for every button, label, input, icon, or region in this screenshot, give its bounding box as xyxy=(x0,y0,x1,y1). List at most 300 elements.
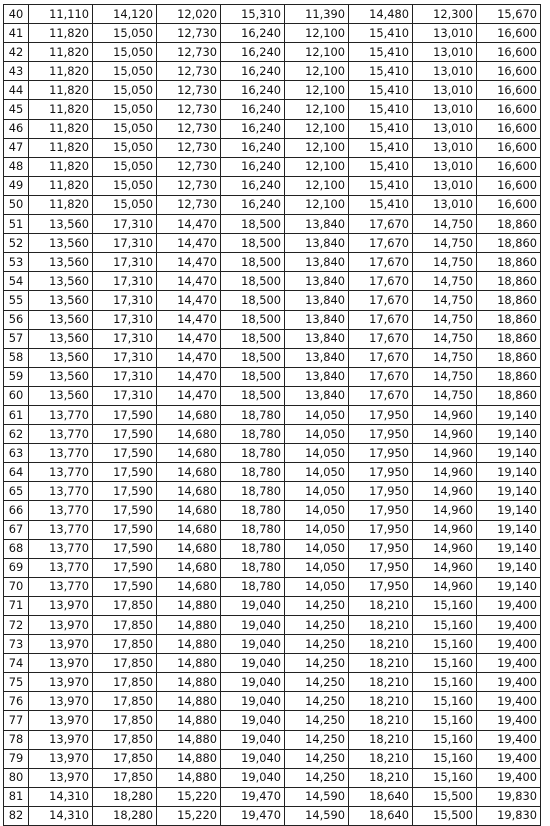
value-cell: 15,500 xyxy=(413,806,477,825)
value-cell: 17,670 xyxy=(349,329,413,348)
value-cell: 13,010 xyxy=(413,43,477,62)
value-cell: 14,680 xyxy=(157,577,221,596)
value-cell: 19,140 xyxy=(477,482,541,501)
value-cell: 15,410 xyxy=(349,195,413,214)
table-row xyxy=(4,215,541,234)
value-cell: 15,410 xyxy=(349,119,413,138)
value-cell: 14,750 xyxy=(413,329,477,348)
value-cell: 13,840 xyxy=(285,291,349,310)
value-cell: 17,670 xyxy=(349,234,413,253)
row-age-cell: 65 xyxy=(4,482,29,501)
value-cell: 18,500 xyxy=(221,253,285,272)
value-cell: 11,820 xyxy=(29,43,93,62)
value-cell: 17,950 xyxy=(349,539,413,558)
value-cell: 12,300 xyxy=(413,5,477,24)
value-cell: 16,600 xyxy=(477,157,541,176)
value-cell: 19,400 xyxy=(477,768,541,787)
value-cell: 19,400 xyxy=(477,692,541,711)
table-row xyxy=(4,749,541,768)
value-cell: 17,310 xyxy=(93,367,157,386)
table-row xyxy=(4,768,541,787)
table-row xyxy=(4,100,541,119)
row-age-cell: 55 xyxy=(4,291,29,310)
value-cell: 13,010 xyxy=(413,62,477,81)
value-cell: 16,240 xyxy=(221,100,285,119)
table-row xyxy=(4,253,541,272)
value-cell: 14,470 xyxy=(157,234,221,253)
value-cell: 14,250 xyxy=(285,616,349,635)
value-cell: 19,400 xyxy=(477,711,541,730)
value-cell: 13,560 xyxy=(29,253,93,272)
value-cell: 18,780 xyxy=(221,463,285,482)
value-cell: 19,140 xyxy=(477,520,541,539)
table-body xyxy=(4,5,541,826)
value-cell: 12,730 xyxy=(157,100,221,119)
value-cell: 17,310 xyxy=(93,272,157,291)
value-cell: 19,400 xyxy=(477,673,541,692)
value-cell: 18,780 xyxy=(221,405,285,424)
value-cell: 18,280 xyxy=(93,787,157,806)
value-cell: 19,400 xyxy=(477,616,541,635)
row-age-cell: 54 xyxy=(4,272,29,291)
value-cell: 14,880 xyxy=(157,730,221,749)
value-cell: 16,600 xyxy=(477,176,541,195)
value-cell: 13,560 xyxy=(29,386,93,405)
value-cell: 17,670 xyxy=(349,253,413,272)
value-cell: 13,970 xyxy=(29,692,93,711)
value-cell: 18,500 xyxy=(221,234,285,253)
value-cell: 13,010 xyxy=(413,24,477,43)
value-cell: 14,880 xyxy=(157,711,221,730)
value-cell: 14,250 xyxy=(285,730,349,749)
row-age-cell: 60 xyxy=(4,386,29,405)
value-cell: 15,410 xyxy=(349,43,413,62)
row-age-cell: 58 xyxy=(4,348,29,367)
value-cell: 13,970 xyxy=(29,635,93,654)
value-cell: 18,860 xyxy=(477,272,541,291)
row-age-cell: 69 xyxy=(4,558,29,577)
value-cell: 13,840 xyxy=(285,367,349,386)
value-cell: 17,310 xyxy=(93,348,157,367)
value-cell: 17,950 xyxy=(349,520,413,539)
value-cell: 15,050 xyxy=(93,176,157,195)
value-cell: 14,250 xyxy=(285,654,349,673)
value-cell: 18,780 xyxy=(221,501,285,520)
value-cell: 14,050 xyxy=(285,425,349,444)
value-cell: 19,830 xyxy=(477,787,541,806)
table-row xyxy=(4,24,541,43)
row-age-cell: 67 xyxy=(4,520,29,539)
value-cell: 17,950 xyxy=(349,444,413,463)
value-cell: 18,210 xyxy=(349,730,413,749)
row-age-cell: 59 xyxy=(4,367,29,386)
value-cell: 13,840 xyxy=(285,348,349,367)
value-cell: 17,590 xyxy=(93,482,157,501)
row-age-cell: 50 xyxy=(4,195,29,214)
value-cell: 15,050 xyxy=(93,138,157,157)
value-cell: 14,250 xyxy=(285,673,349,692)
row-age-cell: 76 xyxy=(4,692,29,711)
value-cell: 14,050 xyxy=(285,444,349,463)
value-cell: 18,210 xyxy=(349,616,413,635)
value-cell: 14,480 xyxy=(349,5,413,24)
value-cell: 18,210 xyxy=(349,749,413,768)
value-cell: 19,040 xyxy=(221,673,285,692)
value-cell: 13,840 xyxy=(285,215,349,234)
value-cell: 14,750 xyxy=(413,348,477,367)
table-row xyxy=(4,596,541,615)
value-cell: 14,750 xyxy=(413,386,477,405)
value-cell: 17,670 xyxy=(349,291,413,310)
table-row xyxy=(4,329,541,348)
value-cell: 15,410 xyxy=(349,176,413,195)
value-cell: 18,500 xyxy=(221,386,285,405)
value-cell: 13,560 xyxy=(29,234,93,253)
value-cell: 14,680 xyxy=(157,482,221,501)
table-row xyxy=(4,176,541,195)
row-age-cell: 46 xyxy=(4,119,29,138)
value-cell: 18,860 xyxy=(477,234,541,253)
row-age-cell: 78 xyxy=(4,730,29,749)
value-cell: 19,140 xyxy=(477,558,541,577)
value-cell: 13,560 xyxy=(29,367,93,386)
row-age-cell: 66 xyxy=(4,501,29,520)
table-row xyxy=(4,425,541,444)
premium-table xyxy=(3,4,541,826)
value-cell: 15,160 xyxy=(413,768,477,787)
value-cell: 16,600 xyxy=(477,81,541,100)
table-row xyxy=(4,444,541,463)
value-cell: 17,590 xyxy=(93,577,157,596)
row-age-cell: 42 xyxy=(4,43,29,62)
value-cell: 13,560 xyxy=(29,272,93,291)
value-cell: 17,590 xyxy=(93,463,157,482)
value-cell: 11,110 xyxy=(29,5,93,24)
value-cell: 12,100 xyxy=(285,62,349,81)
value-cell: 13,770 xyxy=(29,501,93,520)
value-cell: 17,850 xyxy=(93,635,157,654)
value-cell: 13,010 xyxy=(413,119,477,138)
value-cell: 12,730 xyxy=(157,195,221,214)
value-cell: 14,470 xyxy=(157,348,221,367)
value-cell: 19,040 xyxy=(221,730,285,749)
value-cell: 13,970 xyxy=(29,768,93,787)
value-cell: 13,970 xyxy=(29,711,93,730)
value-cell: 16,600 xyxy=(477,195,541,214)
value-cell: 18,860 xyxy=(477,291,541,310)
value-cell: 16,600 xyxy=(477,62,541,81)
value-cell: 17,850 xyxy=(93,654,157,673)
value-cell: 12,730 xyxy=(157,43,221,62)
value-cell: 18,780 xyxy=(221,482,285,501)
value-cell: 17,950 xyxy=(349,501,413,520)
value-cell: 17,590 xyxy=(93,425,157,444)
value-cell: 15,050 xyxy=(93,157,157,176)
table-row xyxy=(4,405,541,424)
value-cell: 11,820 xyxy=(29,100,93,119)
value-cell: 12,100 xyxy=(285,195,349,214)
value-cell: 19,040 xyxy=(221,692,285,711)
value-cell: 18,640 xyxy=(349,787,413,806)
value-cell: 17,950 xyxy=(349,558,413,577)
value-cell: 16,240 xyxy=(221,119,285,138)
value-cell: 15,160 xyxy=(413,616,477,635)
value-cell: 17,670 xyxy=(349,367,413,386)
value-cell: 14,750 xyxy=(413,272,477,291)
value-cell: 17,850 xyxy=(93,711,157,730)
value-cell: 13,970 xyxy=(29,616,93,635)
value-cell: 13,840 xyxy=(285,329,349,348)
table-row xyxy=(4,654,541,673)
table-row xyxy=(4,81,541,100)
value-cell: 16,240 xyxy=(221,62,285,81)
value-cell: 15,160 xyxy=(413,673,477,692)
table-row xyxy=(4,730,541,749)
value-cell: 19,140 xyxy=(477,463,541,482)
table-row xyxy=(4,463,541,482)
value-cell: 14,250 xyxy=(285,768,349,787)
value-cell: 18,780 xyxy=(221,539,285,558)
value-cell: 12,730 xyxy=(157,119,221,138)
value-cell: 14,750 xyxy=(413,310,477,329)
value-cell: 19,040 xyxy=(221,654,285,673)
row-age-cell: 40 xyxy=(4,5,29,24)
value-cell: 17,590 xyxy=(93,558,157,577)
value-cell: 13,970 xyxy=(29,654,93,673)
value-cell: 19,040 xyxy=(221,711,285,730)
row-age-cell: 51 xyxy=(4,215,29,234)
value-cell: 17,950 xyxy=(349,405,413,424)
value-cell: 14,250 xyxy=(285,635,349,654)
table-row xyxy=(4,558,541,577)
value-cell: 12,100 xyxy=(285,100,349,119)
value-cell: 17,850 xyxy=(93,768,157,787)
value-cell: 12,020 xyxy=(157,5,221,24)
value-cell: 13,770 xyxy=(29,558,93,577)
value-cell: 15,500 xyxy=(413,787,477,806)
value-cell: 14,680 xyxy=(157,444,221,463)
value-cell: 14,470 xyxy=(157,215,221,234)
value-cell: 13,010 xyxy=(413,195,477,214)
value-cell: 13,840 xyxy=(285,386,349,405)
value-cell: 13,010 xyxy=(413,138,477,157)
value-cell: 13,560 xyxy=(29,329,93,348)
row-age-cell: 75 xyxy=(4,673,29,692)
value-cell: 18,210 xyxy=(349,692,413,711)
value-cell: 17,670 xyxy=(349,386,413,405)
value-cell: 19,040 xyxy=(221,768,285,787)
value-cell: 15,160 xyxy=(413,654,477,673)
value-cell: 18,210 xyxy=(349,673,413,692)
value-cell: 14,310 xyxy=(29,787,93,806)
value-cell: 15,410 xyxy=(349,138,413,157)
value-cell: 15,310 xyxy=(221,5,285,24)
row-age-cell: 74 xyxy=(4,654,29,673)
value-cell: 14,590 xyxy=(285,806,349,825)
value-cell: 14,680 xyxy=(157,501,221,520)
value-cell: 16,600 xyxy=(477,100,541,119)
value-cell: 18,210 xyxy=(349,768,413,787)
row-age-cell: 44 xyxy=(4,81,29,100)
value-cell: 14,250 xyxy=(285,692,349,711)
table-row xyxy=(4,43,541,62)
value-cell: 19,400 xyxy=(477,749,541,768)
table-row xyxy=(4,577,541,596)
row-age-cell: 71 xyxy=(4,596,29,615)
value-cell: 14,880 xyxy=(157,768,221,787)
value-cell: 14,680 xyxy=(157,520,221,539)
table-row xyxy=(4,119,541,138)
value-cell: 17,850 xyxy=(93,673,157,692)
value-cell: 14,590 xyxy=(285,787,349,806)
value-cell: 19,140 xyxy=(477,501,541,520)
value-cell: 15,160 xyxy=(413,711,477,730)
value-cell: 13,970 xyxy=(29,673,93,692)
value-cell: 14,310 xyxy=(29,806,93,825)
value-cell: 14,750 xyxy=(413,234,477,253)
value-cell: 17,670 xyxy=(349,348,413,367)
value-cell: 14,880 xyxy=(157,692,221,711)
value-cell: 19,140 xyxy=(477,405,541,424)
value-cell: 14,880 xyxy=(157,616,221,635)
value-cell: 14,680 xyxy=(157,405,221,424)
value-cell: 19,040 xyxy=(221,616,285,635)
row-age-cell: 41 xyxy=(4,24,29,43)
value-cell: 14,960 xyxy=(413,539,477,558)
value-cell: 13,770 xyxy=(29,463,93,482)
value-cell: 14,050 xyxy=(285,463,349,482)
value-cell: 13,560 xyxy=(29,310,93,329)
value-cell: 15,050 xyxy=(93,119,157,138)
row-age-cell: 61 xyxy=(4,405,29,424)
value-cell: 14,680 xyxy=(157,539,221,558)
value-cell: 13,970 xyxy=(29,749,93,768)
value-cell: 18,860 xyxy=(477,367,541,386)
value-cell: 14,470 xyxy=(157,310,221,329)
table-row xyxy=(4,616,541,635)
value-cell: 11,390 xyxy=(285,5,349,24)
value-cell: 15,160 xyxy=(413,692,477,711)
value-cell: 17,850 xyxy=(93,616,157,635)
value-cell: 19,040 xyxy=(221,596,285,615)
value-cell: 11,820 xyxy=(29,119,93,138)
row-age-cell: 48 xyxy=(4,157,29,176)
value-cell: 17,310 xyxy=(93,386,157,405)
value-cell: 14,960 xyxy=(413,482,477,501)
value-cell: 14,470 xyxy=(157,329,221,348)
value-cell: 11,820 xyxy=(29,81,93,100)
value-cell: 13,560 xyxy=(29,215,93,234)
value-cell: 14,960 xyxy=(413,444,477,463)
value-cell: 12,100 xyxy=(285,119,349,138)
value-cell: 14,250 xyxy=(285,596,349,615)
value-cell: 18,860 xyxy=(477,386,541,405)
value-cell: 12,100 xyxy=(285,138,349,157)
value-cell: 16,600 xyxy=(477,24,541,43)
value-cell: 18,210 xyxy=(349,635,413,654)
value-cell: 13,770 xyxy=(29,444,93,463)
table-row xyxy=(4,787,541,806)
value-cell: 15,050 xyxy=(93,43,157,62)
value-cell: 19,400 xyxy=(477,730,541,749)
value-cell: 13,770 xyxy=(29,482,93,501)
value-cell: 18,500 xyxy=(221,272,285,291)
table-row xyxy=(4,520,541,539)
value-cell: 17,310 xyxy=(93,215,157,234)
value-cell: 15,050 xyxy=(93,81,157,100)
table-row xyxy=(4,348,541,367)
value-cell: 14,960 xyxy=(413,520,477,539)
value-cell: 13,840 xyxy=(285,253,349,272)
value-cell: 13,840 xyxy=(285,310,349,329)
value-cell: 13,770 xyxy=(29,405,93,424)
value-cell: 17,950 xyxy=(349,577,413,596)
value-cell: 18,210 xyxy=(349,654,413,673)
value-cell: 12,730 xyxy=(157,157,221,176)
value-cell: 11,820 xyxy=(29,138,93,157)
table-row xyxy=(4,367,541,386)
value-cell: 16,240 xyxy=(221,176,285,195)
value-cell: 15,220 xyxy=(157,806,221,825)
value-cell: 19,140 xyxy=(477,577,541,596)
value-cell: 14,470 xyxy=(157,367,221,386)
row-age-cell: 45 xyxy=(4,100,29,119)
value-cell: 12,730 xyxy=(157,138,221,157)
value-cell: 15,050 xyxy=(93,24,157,43)
value-cell: 16,240 xyxy=(221,43,285,62)
value-cell: 11,820 xyxy=(29,62,93,81)
value-cell: 15,160 xyxy=(413,635,477,654)
value-cell: 11,820 xyxy=(29,195,93,214)
row-age-cell: 43 xyxy=(4,62,29,81)
value-cell: 13,770 xyxy=(29,577,93,596)
value-cell: 17,850 xyxy=(93,749,157,768)
table-row xyxy=(4,291,541,310)
value-cell: 15,050 xyxy=(93,62,157,81)
value-cell: 16,600 xyxy=(477,119,541,138)
value-cell: 19,400 xyxy=(477,596,541,615)
value-cell: 14,750 xyxy=(413,291,477,310)
value-cell: 16,240 xyxy=(221,157,285,176)
value-cell: 15,050 xyxy=(93,100,157,119)
row-age-cell: 73 xyxy=(4,635,29,654)
value-cell: 19,040 xyxy=(221,635,285,654)
value-cell: 12,100 xyxy=(285,81,349,100)
value-cell: 14,680 xyxy=(157,463,221,482)
row-age-cell: 77 xyxy=(4,711,29,730)
value-cell: 11,820 xyxy=(29,176,93,195)
value-cell: 15,160 xyxy=(413,596,477,615)
value-cell: 19,470 xyxy=(221,787,285,806)
value-cell: 13,010 xyxy=(413,176,477,195)
value-cell: 14,050 xyxy=(285,577,349,596)
value-cell: 19,400 xyxy=(477,654,541,673)
value-cell: 18,860 xyxy=(477,310,541,329)
value-cell: 17,590 xyxy=(93,501,157,520)
value-cell: 17,310 xyxy=(93,234,157,253)
value-cell: 15,410 xyxy=(349,81,413,100)
table-row xyxy=(4,272,541,291)
value-cell: 17,950 xyxy=(349,482,413,501)
value-cell: 13,010 xyxy=(413,157,477,176)
value-cell: 17,310 xyxy=(93,291,157,310)
value-cell: 18,780 xyxy=(221,558,285,577)
row-age-cell: 79 xyxy=(4,749,29,768)
table-row xyxy=(4,234,541,253)
row-age-cell: 70 xyxy=(4,577,29,596)
value-cell: 15,410 xyxy=(349,24,413,43)
table-row xyxy=(4,501,541,520)
